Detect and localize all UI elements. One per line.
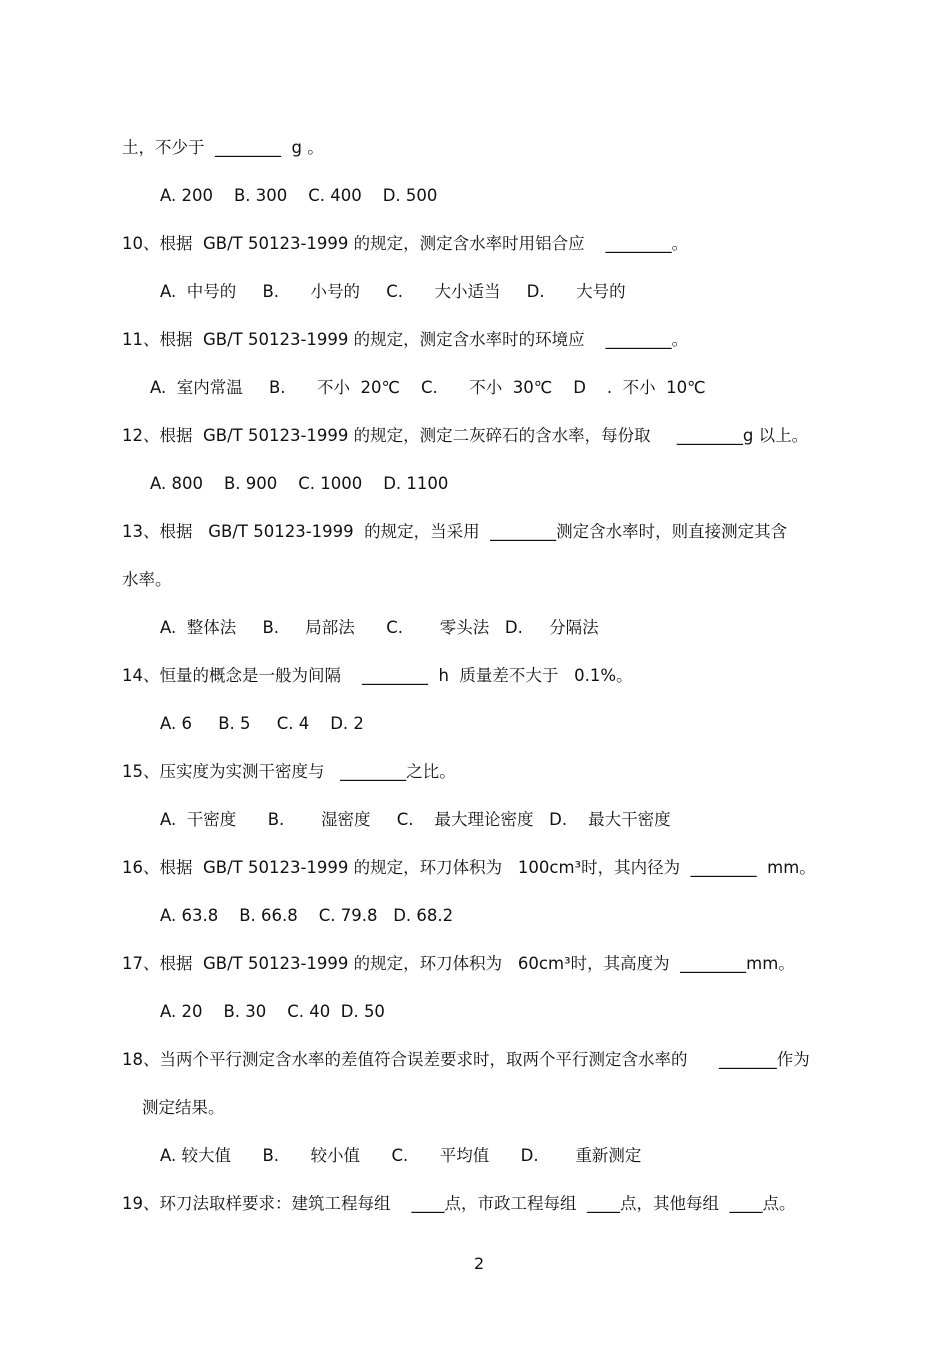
question-13: 13、根据 GB/T 50123-1999 的规定，当采用 ________测定含水率时，则直接测定其含 [122,522,788,541]
question-18: 18、当两个平行测定含水率的差值符合误差要求时，取两个平行测定含水率的 _______作为 [122,1050,810,1069]
question-16-options: A. 63.8 B. 66.8 C. 79.8 D. 68.2 [160,906,454,925]
question-13-continuation: 水率。 [122,570,172,589]
question-18-options: A. 较大值 B. 较小值 C. 平均值 D. 重新测定 [160,1146,642,1165]
question-12: 12、根据 GB/T 50123-1999 的规定，测定二灰碎石的含水率，每份取 ________g 以上。 [122,426,809,445]
question-15: 15、压实度为实测干密度与 ________之比。 [122,762,456,781]
question-14: 14、恒量的概念是一般为间隔 ________ h 质量差不大于 0.1%。 [122,666,633,685]
question-13-options: A. 整体法 B. 局部法 C. 零头法 D. 分隔法 [160,618,599,637]
question-10-options: A. 中号的 B. 小号的 C. 大小适当 D. 大号的 [160,282,626,301]
question-9-continuation: 土，不少于 ________ g 。 [122,138,324,157]
question-10: 10、根据 GB/T 50123-1999 的规定，测定含水率时用铝合应 ________。 [122,234,689,253]
question-17-options: A. 20 B. 30 C. 40 D. 50 [160,1002,385,1021]
question-15-options: A. 干密度 B. 湿密度 C. 最大理论密度 D. 最大干密度 [160,810,671,829]
question-14-options: A. 6 B. 5 C. 4 D. 2 [160,714,364,733]
question-12-options: A. 800 B. 900 C. 1000 D. 1100 [150,474,449,493]
question-9-options: A. 200 B. 300 C. 400 D. 500 [160,186,438,205]
question-19: 19、环刀法取样要求：建筑工程每组 ____点，市政工程每组 ____点，其他每组 ____点。 [122,1194,796,1213]
question-11-options: A. 室内常温 B. 不小 20℃ C. 不小 30℃ D . 不小 10℃ [150,378,706,397]
question-16: 16、根据 GB/T 50123-1999 的规定，环刀体积为 100cm³时，其内径为 ________ mm。 [122,858,816,877]
page-number: 2 [474,1254,485,1273]
question-17: 17、根据 GB/T 50123-1999 的规定，环刀体积为 60cm³时，其高度为 ________mm。 [122,954,795,973]
question-18-continuation: 测定结果。 [142,1098,225,1117]
question-11: 11、根据 GB/T 50123-1999 的规定，测定含水率时的环境应 ________。 [122,330,689,349]
